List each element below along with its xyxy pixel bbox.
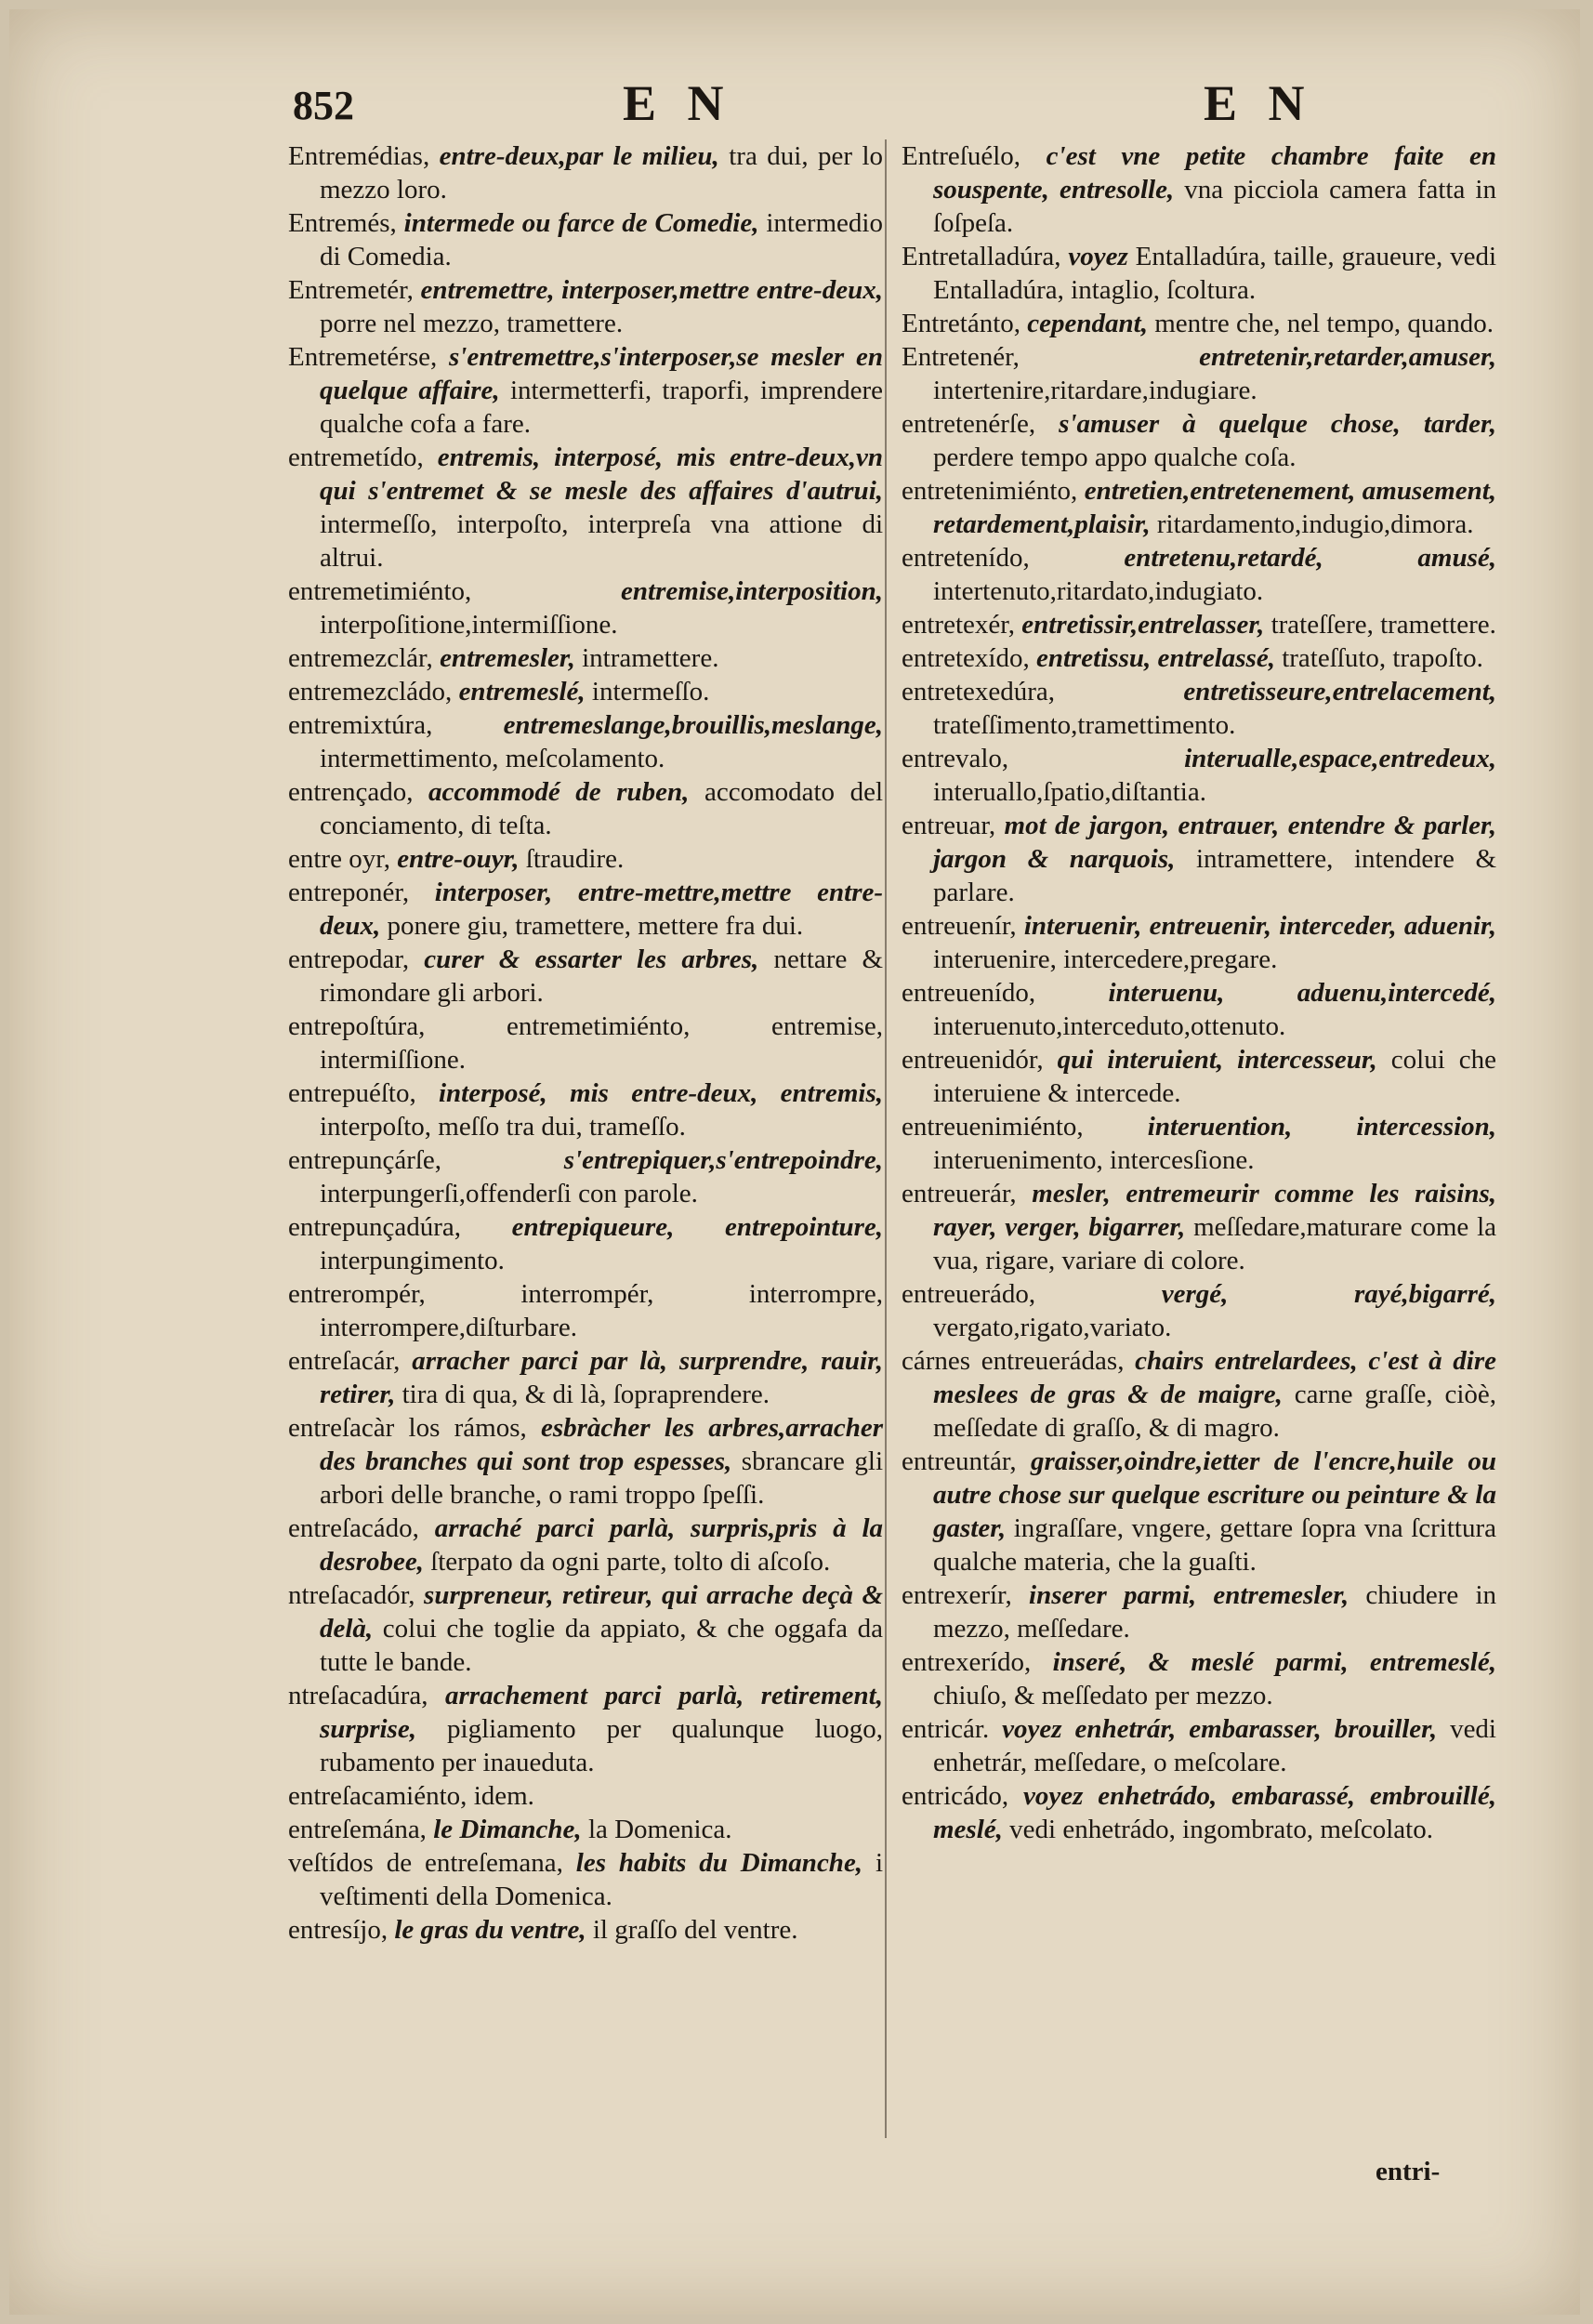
dictionary-entry [902,1110,1496,1177]
french-gloss: entretissir,entrelasser, [1021,610,1265,640]
french-gloss: interposé, mis entre-deux, entremis, [438,1078,883,1108]
dictionary-entry [902,608,1496,641]
french-gloss: entretisseure,entrelacement, [1183,677,1496,706]
headword: entretenimiénto, [902,476,1078,506]
italian-gloss: intertenire,ritardare,indugiare. [933,376,1257,405]
french-gloss: entremeslé, [458,677,586,706]
dictionary-entry [902,340,1496,407]
french-gloss: voyez enhetrár, embarasser, brouiller, [1002,1714,1438,1744]
french-gloss: entretien,entretenement, amusement, retardement,plaisir, [933,476,1497,539]
italian-gloss: interpoſitione,intermiſſione. [320,610,618,640]
dictionary-entry [902,641,1496,675]
headword: cárnes entreuerádas, [902,1346,1125,1376]
dictionary-entry [288,1210,883,1277]
headword: ntreſacadúra, [288,1681,428,1710]
italian-gloss: intertenuto,ritardato,indugiato. [933,576,1264,606]
headword: entricár. [902,1714,990,1744]
dictionary-entry [902,474,1496,541]
french-gloss: arraché parci parlà, surpris,pris à la desrobee, [320,1513,884,1577]
dictionary-entry [902,407,1496,474]
italian-gloss: porre nel mezzo, tramettere. [320,309,624,338]
french-gloss: s'entrepiquer,s'entrepoindre, [563,1145,883,1175]
italian-gloss: perdere tempo appo qualche coſa. [933,442,1297,472]
dictionary-entry [288,1578,883,1679]
italian-gloss: nettare & rimondare gli arbori. [320,944,883,1008]
french-gloss: mot de jargon, entrauer, entendre & parler, jargon & narquois, [933,811,1496,874]
french-gloss: interualle,espace,entredeux, [1184,744,1496,773]
dictionary-entry [288,273,883,340]
dictionary-entry [288,943,883,1010]
headword: entrevalo, [902,744,1009,773]
italian-gloss: trateſſere, tramettere. [1270,610,1496,640]
dictionary-entry [902,541,1496,608]
headword: entretenérſe, [902,409,1036,439]
catchword: entri- [1376,2157,1441,2186]
italian-gloss: colui che interuiene & intercede. [933,1045,1497,1108]
dictionary-entry [902,1645,1496,1712]
italian-gloss: trateſſimento,tramettimento. [933,710,1236,740]
headword: entremixtúra, [288,710,433,740]
french-gloss: entretenir,retarder,amuser, [1199,342,1496,372]
italian-gloss: vedi enhetrár, meſſedare, o meſcolare. [933,1714,1496,1777]
headword: entreſacár, [288,1346,401,1376]
french-gloss: entretenu,retardé, amusé, [1124,543,1496,573]
italian-gloss: la Domenica. [587,1815,732,1844]
headword: Entretánto, [902,309,1021,338]
headword: veſtídos de entreſemana, [288,1848,563,1878]
french-gloss: arrachement parci parlà, retirement, surprise, [320,1681,883,1744]
french-gloss: entretissu, entrelassé, [1035,643,1275,673]
headword: entretexído, [902,643,1030,673]
italian-gloss: vedi enhetrádo, ingombrato, meſcolato. [1009,1815,1433,1844]
dictionary-entry [288,1076,883,1143]
italian-gloss: interuenimento, intercesſione. [933,1145,1255,1175]
dictionary-entry [902,1277,1496,1344]
italian-gloss: intermetterfi, traporfi, imprendere qualche cofa a fare. [320,376,883,439]
dictionary-entry [902,742,1496,809]
french-gloss: c'est vne petite chambre faite en souspente, entresolle, [933,141,1496,205]
italian-gloss: intermettimento, meſcolamento. [320,744,665,773]
headword: entretexedúra, [902,677,1056,706]
dictionary-entry [288,139,883,206]
french-gloss: s'amuser à quelque chose, tarder, [1059,409,1496,439]
headword: entrepunçárſe, [288,1145,442,1175]
french-gloss: entre-ouyr, [397,844,520,874]
headword: Entreſuélo, [902,141,1021,171]
left-column [288,139,883,1947]
dictionary-entry [288,1846,883,1913]
dictionary-entry [288,1143,883,1210]
french-gloss: curer & essarter les arbres, [424,944,759,974]
dictionary-entry [902,976,1496,1043]
italian-gloss: carne graſſe, ciòè, meſſedate di graſſo, & di magro. [933,1380,1496,1443]
italian-gloss: chiuſo, & meſſedato per mezzo. [933,1681,1273,1710]
french-gloss: voyez [1068,242,1128,271]
dictionary-entry [902,1445,1496,1578]
french-gloss: graisser,oindre,ietter de l'encre,huile ou autre chose sur quelque escriture ou peinture & la gaster, [933,1446,1497,1543]
headword: Entremetérse, [288,342,438,372]
right-running-head: E N [1204,75,1314,131]
french-gloss: arracher parci par là, surprendre, rauir, retirer, [320,1346,884,1409]
headword: entreſacamiénto, [288,1781,467,1811]
french-gloss: entremis, interposé, mis entre-deux,vn qui s'entremet & se mesle des affaires d'autrui, [320,442,883,506]
french-gloss: qui interuient, intercesseur, [1057,1045,1377,1075]
italian-gloss: interpungimento. [320,1246,505,1275]
italian-gloss: mentre che, nel tempo, quando. [1154,309,1494,338]
french-gloss: inseré, & meslé parmi, entremeslé, [1052,1647,1496,1677]
dictionary-entry [902,1712,1496,1779]
french-gloss: chairs entrelardees, c'est à dire meslees de gras & de maigre, [933,1346,1496,1409]
italian-gloss: intermedio di Comedia. [320,208,883,271]
dictionary-entry [288,1913,883,1947]
dictionary-entry [902,307,1496,340]
dictionary-entry [288,708,883,775]
french-gloss: surpreneur, retireur, qui arrache deçà & delà, [320,1580,884,1644]
french-gloss: entremesler, [440,643,575,673]
french-gloss: entrepiqueure, entrepointure, [511,1212,883,1242]
headword: entreſacàr los rámos, [288,1413,527,1443]
dictionary-entry [288,1679,883,1779]
headword: entrepoſtúra, [288,1011,426,1041]
italian-gloss: idem. [473,1781,534,1811]
dictionary-entry [902,809,1496,909]
italian-gloss: entremetimiénto, entremise, intermiſſione. [320,1011,883,1075]
headword: entrepunçadúra, [288,1212,461,1242]
french-gloss: voyez enhetrádo, embarassé, embrouillé, meslé, [933,1781,1496,1844]
headword: entretenído, [902,543,1030,573]
dictionary-entry [288,574,883,641]
headword: Entretalladúra, [902,242,1061,271]
headword: entreuenidór, [902,1045,1044,1075]
french-gloss: entremettre, interposer,mettre entre-deux, [420,275,884,305]
headword: entreſemána, [288,1815,427,1844]
dictionary-entry [288,842,883,876]
dictionary-entry [288,775,883,842]
italian-gloss: meſſedare,maturare come la vua, rigare, variare di colore. [933,1212,1496,1275]
french-gloss: interuenu, aduenu,intercedé, [1108,978,1496,1008]
headword: ntreſacadór, [288,1580,415,1610]
headword: entreuerádo, [902,1279,1036,1309]
italian-gloss: tra dui, per lo mezzo loro. [320,141,884,205]
headword: Entretenér, [902,342,1020,372]
dictionary-entry [288,876,883,943]
dictionary-entry [902,139,1496,240]
headword: Entremés, [288,208,397,238]
dictionary-entry [288,1010,883,1076]
italian-gloss: interuenire, intercedere,pregare. [933,944,1278,974]
dictionary-entry [902,1779,1496,1846]
headword: entrexerído, [902,1647,1032,1677]
italian-gloss: interpoſto, meſſo tra dui, trameſſo. [320,1112,686,1142]
italian-gloss: ingraſſare, vngere, gettare ſopra vna ſcrittura qualche materia, che la guaſti. [933,1513,1497,1577]
headword: Entremetér, [288,275,414,305]
headword: entretexér, [902,610,1016,640]
italian-gloss: il graſſo del ventre. [592,1915,798,1945]
italian-gloss: intermeſſo. [591,677,710,706]
headword: entreſacádo, [288,1513,419,1543]
dictionary-entry [288,1512,883,1578]
headword: entrerompér, [288,1279,426,1309]
headword: entre oyr, [288,844,390,874]
headword: entresíjo, [288,1915,388,1945]
headword: entrexerír, [902,1580,1012,1610]
french-gloss: cependant, [1027,309,1148,338]
column-divider [885,139,887,2138]
italian-gloss: intramettere. [582,643,719,673]
italian-gloss: colui che toglie da appiato, & che oggafa da tutte le bande. [320,1614,883,1677]
italian-gloss: accomodato del conciamento, di teſta. [320,777,884,840]
french-gloss: le Dimanche, [433,1815,582,1844]
headword: entrepodar, [288,944,410,974]
running-head [9,63,1580,131]
italian-gloss: chiudere in mezzo, meſſedare. [933,1580,1497,1644]
italian-gloss: ponere giu, tramettere, mettere fra dui. [387,911,804,941]
french-gloss: s'entremettre,s'interposer,se mesler en quelque affaire, [320,342,883,405]
french-gloss: accommodé de ruben, [428,777,690,807]
italian-gloss: sbrancare gli arbori delle branche, o rami troppo ſpeſſi. [320,1446,884,1510]
dictionary-entry [288,1344,883,1411]
french-gloss: mesler, entremeurir comme les raisins, rayer, verger, bigarrer, [933,1179,1497,1242]
dictionary-entry [288,340,883,441]
french-gloss: interuenir, entreuenir, interceder, aduenir, [1023,911,1496,941]
french-gloss: interuention, intercession, [1147,1112,1497,1142]
headword: entreuar, [902,811,996,840]
french-gloss: intermede ou farce de Comedie, [403,208,759,238]
dictionary-entry [288,1411,883,1512]
headword: Entremédias, [288,141,430,171]
italian-gloss: pigliamento per qualunque luogo, rubamento per inaueduta. [320,1714,883,1777]
french-gloss: entremise,interposition, [621,576,883,606]
dictionary-entry [288,1277,883,1344]
italian-gloss: interuallo,ſpatio,diſtantia. [933,777,1206,807]
italian-gloss: trateſſuto, trapoſto. [1282,643,1483,673]
dictionary-entry [288,1779,883,1813]
dictionary-entry [288,441,883,574]
italian-gloss: ſtraudire. [525,844,625,874]
dictionary-entry [288,641,883,675]
headword: entremetído, [288,442,424,472]
headword: entreuntár, [902,1446,1017,1476]
headword: entrepuéſto, [288,1078,416,1108]
italian-gloss: interuenuto,interceduto,ottenuto. [933,1011,1286,1041]
dictionary-entry [902,240,1496,307]
italian-gloss: vna picciola camera fatta in ſoſpeſa. [933,175,1496,238]
italian-gloss: tira di qua, & di là, ſopraprendere. [402,1380,770,1409]
italian-gloss: ritardamento,indugio,dimora. [1156,509,1474,539]
left-running-head: E N [623,75,733,131]
headword: entreponér, [288,878,410,907]
headword: entremezcládo, [288,677,453,706]
headword: entremetimiénto, [288,576,472,606]
dictionary-entry [288,675,883,708]
italian-gloss: vergato,rigato,variato. [933,1313,1172,1342]
dictionary-entry [288,1813,883,1846]
italian-gloss: ſterpato da ogni parte, tolto di aſcoſo. [430,1547,831,1577]
french-gloss: interposer, entre-mettre,mettre entre-deux, [320,878,884,941]
headword: entreuenído, [902,978,1036,1008]
headword: entrençado, [288,777,414,807]
dictionary-entry [902,1043,1496,1110]
headword: entreuenimiénto, [902,1112,1084,1142]
italian-gloss: interpungerſi,offenderſi con parole. [320,1179,698,1208]
dictionary-entry [902,1177,1496,1277]
french-gloss: le gras du ventre, [394,1915,586,1945]
french-gloss: vergé, rayé,bigarré, [1161,1279,1496,1309]
dictionary-entry [902,1578,1496,1645]
page-number: 852 [293,83,354,128]
dictionary-entry [902,1344,1496,1445]
italian-gloss: interrompér, interrompre, interrompere,diſturbare. [320,1279,883,1342]
french-gloss: les habits du Dimanche, [575,1848,863,1878]
italian-gloss: intermeſſo, interpoſto, interpreſa vna attione di altrui. [320,509,883,573]
headword: entreuerár, [902,1179,1017,1208]
italian-gloss: Entalladúra, taille, graueure, vedi Entalladúra, intaglio, ſcoltura. [933,242,1496,305]
dictionary-entry [902,909,1496,976]
headword: entricádo, [902,1781,1009,1811]
headword: entreuenír, [902,911,1017,941]
dictionary-entry [288,206,883,273]
french-gloss: entre-deux,par le milieu, [439,141,719,171]
french-gloss: entremeslange,brouillis,meslange, [503,710,883,740]
italian-gloss: i veſtimenti della Domenica. [320,1848,883,1911]
headword: entremezclár, [288,643,433,673]
french-gloss: esbràcher les arbres,arracher des branches qui sont trop espesses, [320,1413,883,1476]
french-gloss: inserer parmi, entremesler, [1029,1580,1349,1610]
dictionary-page [9,9,1580,2315]
italian-gloss: intramettere, intendere & parlare. [933,844,1496,907]
right-column [902,139,1496,1846]
dictionary-entry [902,675,1496,742]
